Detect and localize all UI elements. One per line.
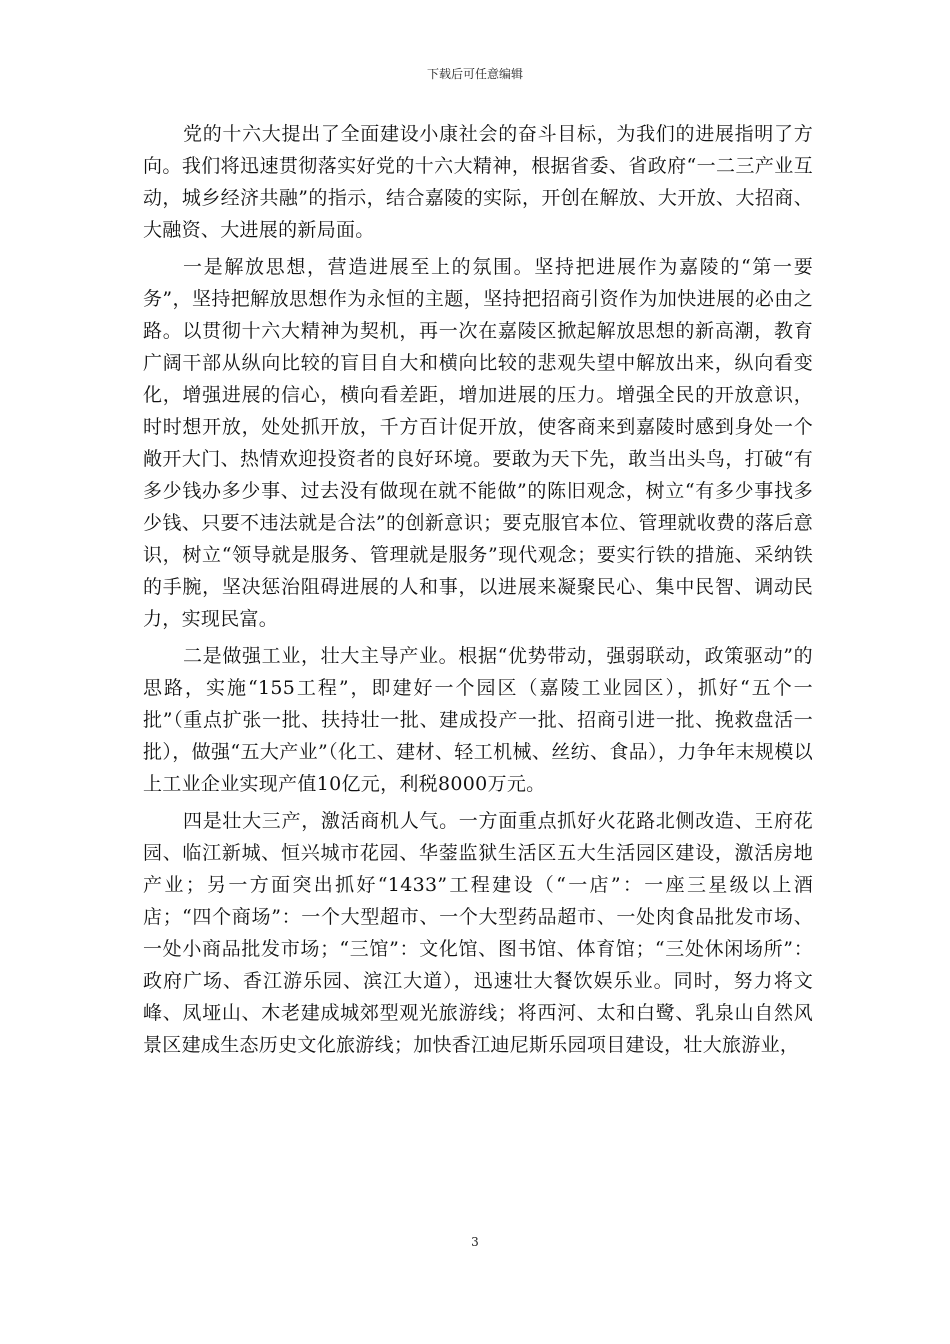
page-number: 3 bbox=[471, 1235, 479, 1249]
paragraph-emancipate-thinking: 一是解放思想，营造进展至上的氛围。坚持把进展作为嘉陵的“第一要务”，坚持把解放思想作为永恒的主题，坚持把招商引资作为加快进展的必由之路。以贯彻十六大精神为契机，再一次在嘉陵区掀起解放思想的新高潮，教育广阔干部从纵向比较的盲目自大和横向比较的悲观失望中解放出来，纵向看变化，增强进展的信心，横向看差距，增加进展的压力。增强全民的开放意识，时时想开放，处处抓开放，千方百计促开放，使客商来到嘉陵时感到身处一个敞开大门、热情欢迎投资者的良好环境。要敢为天下先，敢当出头鸟，打破“有多少钱办多少事、过去没有做现在就不能做”的陈旧观念，树立“有多少事找多少钱、只要不违法就是合法”的创新意识；要克服官本位、管理就收费的落后意识，树立“领导就是服务、管理就是服务”现代观念；要实行铁的措施、采纳铁的手腕，坚决惩治阻碍进展的人和事，以进展来凝聚民心、集中民智、调动民力，实现民富。 bbox=[143, 256, 813, 630]
paragraph-strengthen-industry: 二是做强工业，壮大主导产业。根据“优势带动，强弱联动，政策驱动”的思路，实施“155工程”，即建好一个园区（嘉陵工业园区），抓好“五个一批”（重点扩张一批、扶持壮一批、建成投产一批、招商引进一批、挽救盘活一批），做强“五大产业”（化工、建材、轻工机械、丝纺、食品），力争年末规模以上工业企业实现产值10亿元，利税8000万元。 bbox=[143, 645, 813, 795]
page-header: 下载后可任意编辑 bbox=[426, 67, 523, 81]
paragraph-intro: 党的十六大提出了全面建设小康社会的奋斗目标，为我们的进展指明了方向。我们将迅速贯彻落实好党的十六大精神，根据省委、省政府“一二三产业互动，城乡经济共融”的指示，结合嘉陵的实际，开创在解放、大开放、大招商、大融资、大进展的新局面。 bbox=[143, 123, 813, 241]
document-body bbox=[143, 118, 813, 1066]
paragraph-tertiary-industry: 四是壮大三产，激活商机人气。一方面重点抓好火花路北侧改造、王府花园、临江新城、恒兴城市花园、华蓥监狱生活区五大生活园区建设，激活房地产业；另一方面突出抓好“1433”工程建设（“一店”：一座三星级以上酒店；“四个商场”：一个大型超市、一个大型药品超市、一处肉食品批发市场、一处小商品批发市场；“三馆”：文化馆、图书馆、体育馆；“三处休闲场所”：政府广场、香江游乐园、滨江大道），迅速壮大餐饮娱乐业。同时，努力将文峰、凤垭山、木老建成城郊型观光旅游线；将西河、太和白鹭、乳泉山自然风景区建成生态历史文化旅游线；加快香江迪尼斯乐园项目建设，壮大旅游业， bbox=[143, 810, 813, 1056]
